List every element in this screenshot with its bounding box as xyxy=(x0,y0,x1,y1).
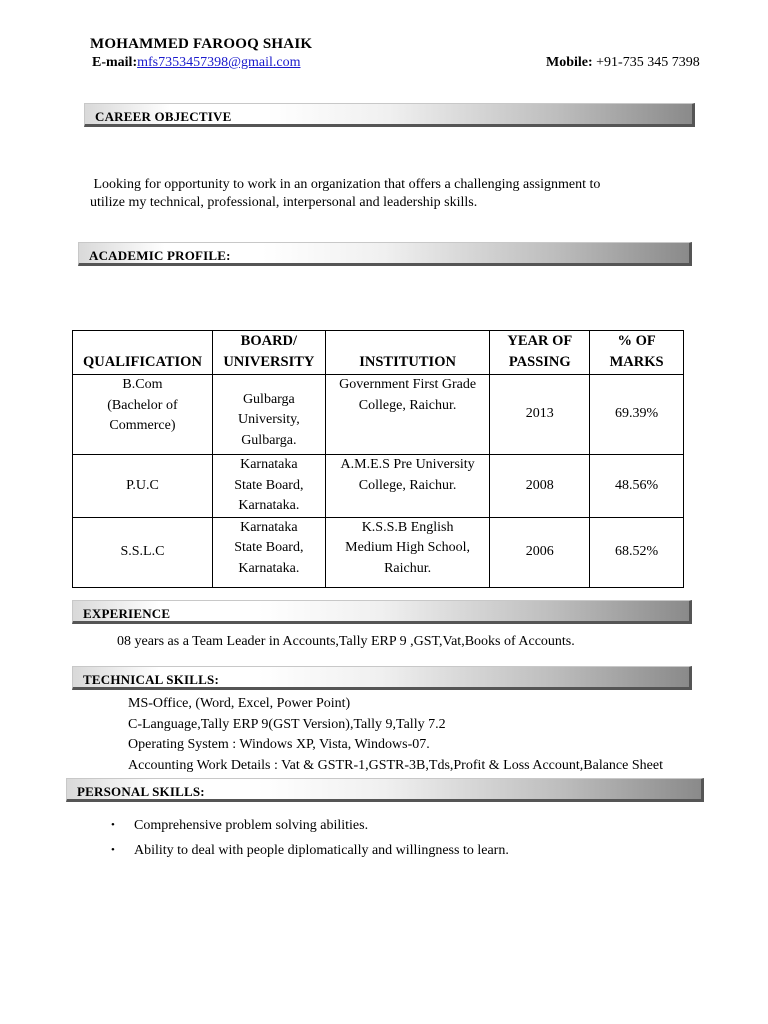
mobile-row xyxy=(546,55,700,71)
objective-paragraph xyxy=(90,176,600,212)
cell-year: 2006 xyxy=(490,517,590,587)
table-row xyxy=(73,517,684,587)
cell-marks: 69.39% xyxy=(590,375,684,455)
cell-year: 2008 xyxy=(490,455,590,518)
cell-institution: Government First Grade College, Raichur. xyxy=(325,375,490,455)
cell-year: 2013 xyxy=(490,375,590,455)
section-header-academic-profile xyxy=(78,242,692,266)
cell-qualification: P.U.C xyxy=(73,455,213,518)
list-item: MS-Office, (Word, Excel, Power Point) xyxy=(128,696,351,711)
objective-line-1: Looking for opportunity to work in an organization that offers a challenging assignment to xyxy=(90,177,601,192)
cell-board: Karnataka State Board, Karnataka. xyxy=(212,517,325,587)
section-header-career-objective xyxy=(84,103,695,127)
cell-marks: 68.52% xyxy=(590,517,684,587)
section-header-experience xyxy=(72,600,692,624)
col-qualification: QUALIFICATION xyxy=(73,331,213,375)
candidate-name: MOHAMMED FAROOQ SHAIK xyxy=(90,36,313,52)
cell-qualification: S.S.L.C xyxy=(73,517,213,587)
cell-board: Karnataka State Board, Karnataka. xyxy=(212,455,325,518)
section-title: CAREER OBJECTIVE xyxy=(95,109,232,124)
cell-marks: 48.56% xyxy=(590,455,684,518)
email-row xyxy=(92,55,301,71)
table-row xyxy=(73,455,684,518)
section-title: ACADEMIC PROFILE: xyxy=(89,248,231,263)
section-title: TECHNICAL SKILLS: xyxy=(83,672,219,687)
list-item: Accounting Work Details : Vat & GSTR-1,GSTR-3B,Tds,Profit & Loss Account,Balance Sheet xyxy=(128,757,663,773)
col-board: BOARD/ UNIVERSITY xyxy=(212,331,325,375)
table-row xyxy=(73,375,684,455)
list-item: C-Language,Tally ERP 9(GST Version),Tally 9,Tally 7.2 xyxy=(128,716,446,732)
table-header-row xyxy=(73,331,684,375)
list-item: • Comprehensive problem solving abilities. xyxy=(106,813,509,838)
mobile-number: +91-735 345 7398 xyxy=(596,55,700,70)
objective-line-2: utilize my technical, professional, interpersonal and leadership skills. xyxy=(90,195,478,210)
list-item: • Ability to deal with people diplomatically and willingness to learn. xyxy=(106,838,509,863)
col-marks: % OF MARKS xyxy=(590,331,684,375)
section-title: PERSONAL SKILLS: xyxy=(77,784,205,799)
mobile-label: Mobile: xyxy=(546,55,593,70)
section-header-personal-skills xyxy=(66,778,704,802)
list-item: Operating System : Windows XP, Vista, Windows-07. xyxy=(128,737,430,752)
bullet-icon: • xyxy=(111,819,115,831)
email-label: E-mail: xyxy=(92,55,138,70)
cell-qualification: B.Com (Bachelor of Commerce) xyxy=(73,375,213,455)
technical-skills-list xyxy=(128,694,663,776)
cell-institution: A.M.E.S Pre University College, Raichur. xyxy=(325,455,490,518)
col-year: YEAR OF PASSING xyxy=(490,331,590,375)
section-title: EXPERIENCE xyxy=(83,606,171,621)
personal-skills-list xyxy=(106,813,509,863)
section-header-technical-skills xyxy=(72,666,692,690)
experience-text: 08 years as a Team Leader in Accounts,Tally ERP 9 ,GST,Vat,Books of Accounts. xyxy=(117,634,575,649)
academic-table xyxy=(72,330,684,588)
email-link[interactable]: mfs7353457398@gmail.com xyxy=(137,55,301,70)
bullet-icon: • xyxy=(111,844,115,856)
cell-institution: K.S.S.B English Medium High School, Raichur. xyxy=(325,517,490,587)
col-institution: INSTITUTION xyxy=(325,331,490,375)
cell-board: Gulbarga University, Gulbarga. xyxy=(212,375,325,455)
